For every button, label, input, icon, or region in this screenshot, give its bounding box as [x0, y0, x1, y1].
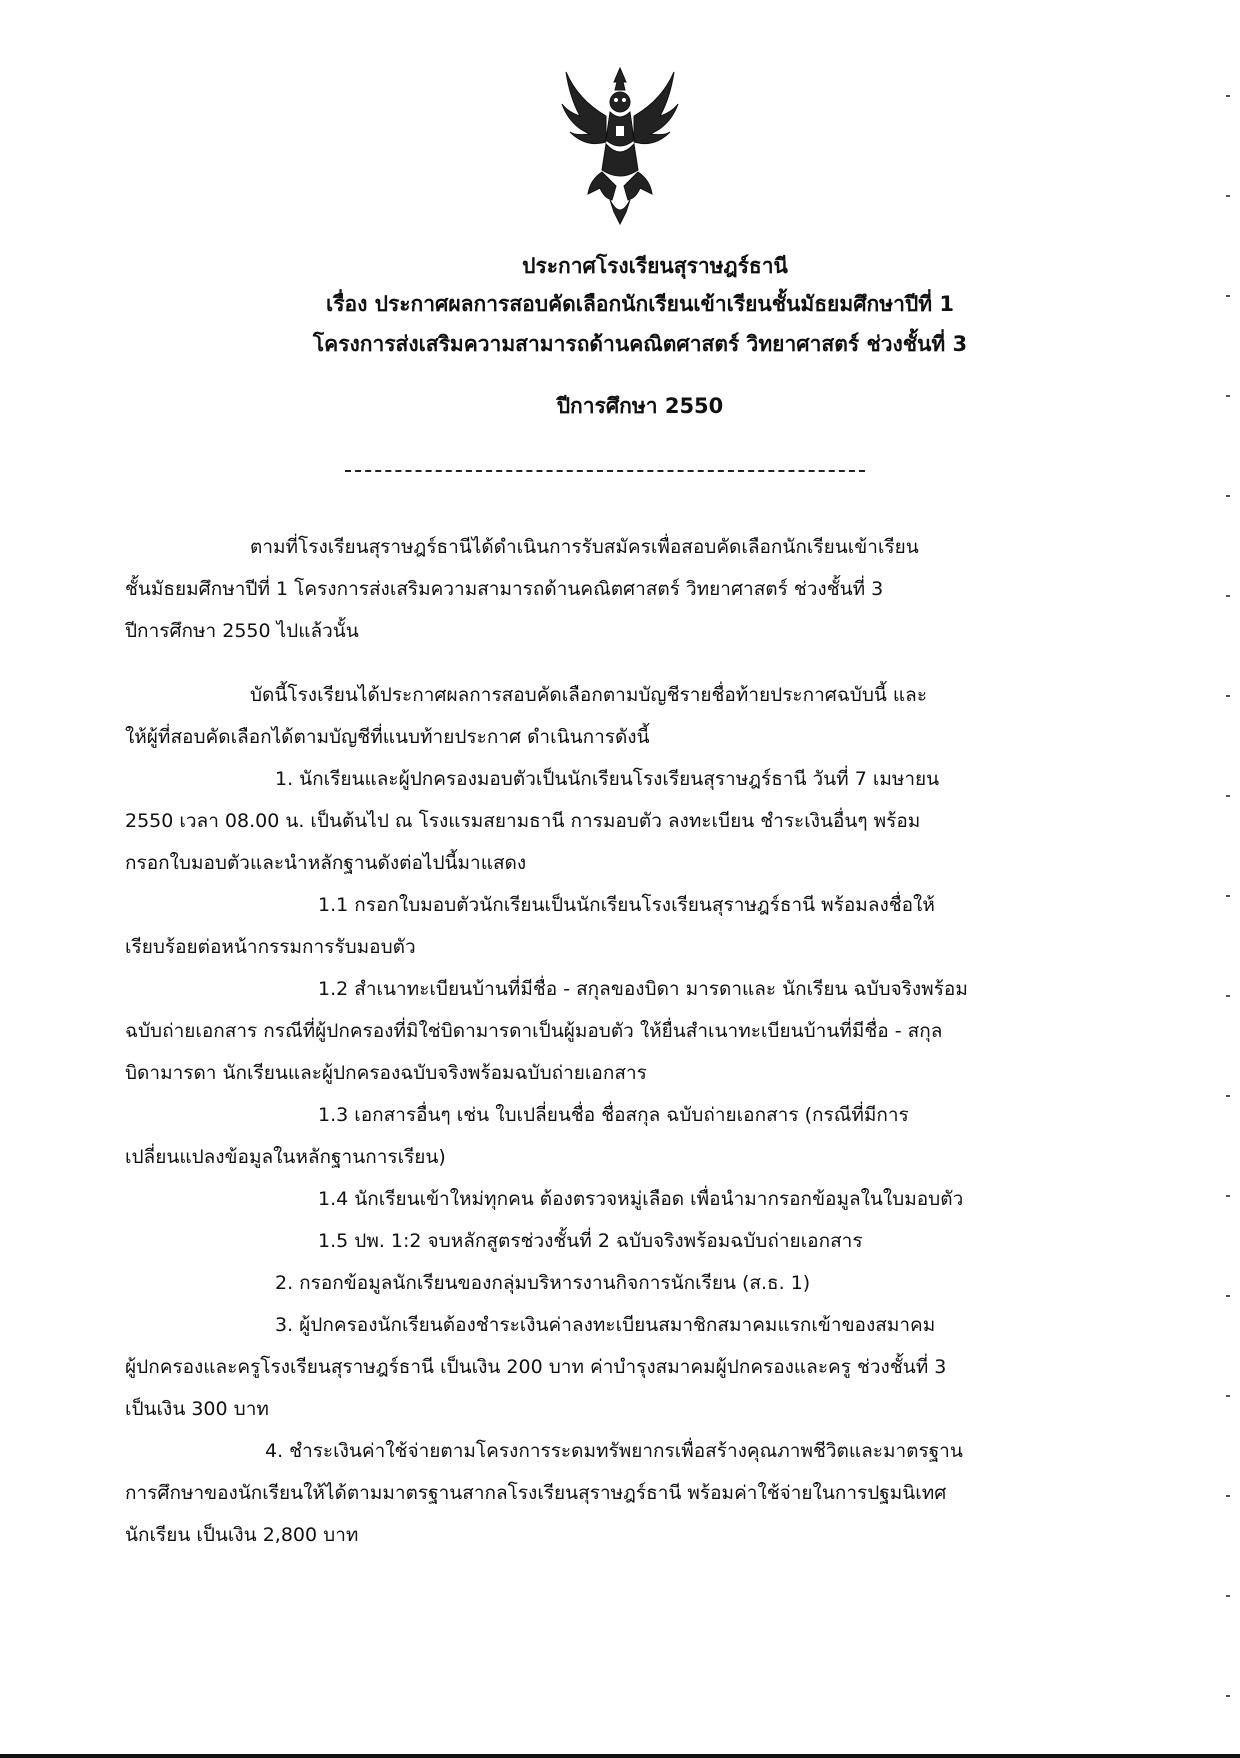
item-1-2-line: บิดามารดา นักเรียนและผู้ปกครองฉบับจริงพร้อมฉบับถ่ายเอกสาร: [125, 1062, 647, 1084]
announce-line: ให้ผู้ที่สอบคัดเลือกได้ตามบัญชีที่แนบท้ายประกาศ ดำเนินการดังนี้: [125, 726, 650, 748]
intro-line: ตามที่โรงเรียนสุราษฎร์ธานีได้ดำเนินการรับสมัครเพื่อสอบคัดเลือกนักเรียนเข้าเรียน: [250, 536, 919, 558]
scan-mark: [1226, 1595, 1230, 1597]
scan-bottom-border: [0, 1754, 1240, 1758]
announcement-subject: เรื่อง ประกาศผลการสอบคัดเลือกนักเรียนเข้าเรียนชั้นมัธยมศึกษาปีที่ 1: [326, 292, 954, 316]
item-1-2-line: 1.2 สำเนาทะเบียนบ้านที่มีชื่อ - สกุลของบิดา มารดาและ นักเรียน ฉบับจริงพร้อม: [318, 978, 968, 1000]
item-3-line: เป็นเงิน 300 บาท: [125, 1398, 269, 1420]
item-3-line: ผู้ปกครองและครูโรงเรียนสุราษฎร์ธานี เป็นเงิน 200 บาท ค่าบำรุงสมาคมผู้ปกครองและครู ช่วงชั้นที่ 3: [125, 1356, 947, 1378]
scan-mark: [1226, 895, 1230, 897]
item-4-line: การศึกษาของนักเรียนให้ได้ตามมาตรฐานสากลโรงเรียนสุราษฎร์ธานี พร้อมค่าใช้จ่ายในการปฐมนิเทศ: [125, 1482, 947, 1504]
intro-line: ชั้นมัธยมศึกษาปีที่ 1 โครงการส่งเสริมความสามารถด้านคณิตศาสตร์ วิทยาศาสตร์ ช่วงชั้นที่ 3: [125, 578, 884, 600]
announcement-title: ประกาศโรงเรียนสุราษฎร์ธานี: [522, 254, 788, 278]
scan-mark: [1226, 995, 1230, 997]
scan-mark: [1226, 1495, 1230, 1497]
scan-mark: [1226, 795, 1230, 797]
scan-mark: [1226, 1095, 1230, 1097]
announcement-program: โครงการส่งเสริมความสามารถด้านคณิตศาสตร์ วิทยาศาสตร์ ช่วงชั้นที่ 3: [312, 332, 968, 356]
scan-mark: [1226, 1195, 1230, 1197]
item-4-line: 4. ชำระเงินค่าใช้จ่ายตามโครงการระดมทรัพยากรเพื่อสร้างคุณภาพชีวิตและมาตรฐาน: [265, 1440, 963, 1462]
item-1-4-line: 1.4 นักเรียนเข้าใหม่ทุกคน ต้องตรวจหมู่เลือด เพื่อนำมากรอกข้อมูลในใบมอบตัว: [318, 1188, 964, 1210]
scan-mark: [1226, 1395, 1230, 1397]
announce-line: บัดนี้โรงเรียนได้ประกาศผลการสอบคัดเลือกตามบัญชีรายชื่อท้ายประกาศฉบับนี้ และ: [250, 684, 928, 706]
scan-mark: [1226, 695, 1230, 697]
item-4-line: นักเรียน เป็นเงิน 2,800 บาท: [125, 1524, 359, 1546]
item-1-3-line: เปลี่ยนแปลงข้อมูลในหลักฐานการเรียน): [125, 1146, 446, 1168]
item-2-line: 2. กรอกข้อมูลนักเรียนของกลุ่มบริหารงานกิจการนักเรียน (ส.ธ. 1): [275, 1272, 811, 1294]
item-1-2-line: ฉบับถ่ายเอกสาร กรณีที่ผู้ปกครองที่มิใช่บิดามารดาเป็นผู้มอบตัว ให้ยื่นสำเนาทะเบียนบ้านที่มีชื่อ - สกุล: [125, 1020, 943, 1042]
item-1-line: กรอกใบมอบตัวและนำหลักฐานดังต่อไปนี้มาแสดง: [125, 852, 527, 874]
scan-mark: [1226, 395, 1230, 397]
scan-mark: [1226, 1295, 1230, 1297]
scan-mark: [1226, 95, 1230, 97]
scan-mark: [1226, 595, 1230, 597]
scan-mark: [1226, 195, 1230, 197]
dashed-divider: [345, 470, 865, 472]
garuda-emblem-icon: [560, 60, 680, 230]
item-1-1-line: เรียบร้อยต่อหน้ากรรมการรับมอบตัว: [125, 936, 416, 958]
item-1-3-line: 1.3 เอกสารอื่นๆ เช่น ใบเปลี่ยนชื่อ ชื่อสกุล ฉบับถ่ายเอกสาร (กรณีที่มีการ: [318, 1104, 909, 1126]
item-1-line: 1. นักเรียนและผู้ปกครองมอบตัวเป็นนักเรียนโรงเรียนสุราษฎร์ธานี วันที่ 7 เมษายน: [275, 768, 940, 790]
item-1-1-line: 1.1 กรอกใบมอบตัวนักเรียนเป็นนักเรียนโรงเรียนสุราษฎร์ธานี พร้อมลงชื่อให้: [318, 894, 935, 916]
item-1-5-line: 1.5 ปพ. 1:2 จบหลักสูตรช่วงชั้นที่ 2 ฉบับจริงพร้อมฉบับถ่ายเอกสาร: [318, 1230, 863, 1252]
item-3-line: 3. ผู้ปกครองนักเรียนต้องชำระเงินค่าลงทะเบียนสมาชิกสมาคมแรกเข้าของสมาคม: [275, 1314, 936, 1336]
item-1-line: 2550 เวลา 08.00 น. เป็นต้นไป ณ โรงแรมสยามธานี การมอบตัว ลงทะเบียน ชำระเงินอื่นๆ พร้อม: [125, 810, 921, 832]
intro-line: ปีการศึกษา 2550 ไปแล้วนั้น: [125, 620, 359, 642]
scan-mark: [1226, 295, 1230, 297]
scan-mark: [1226, 1695, 1230, 1697]
scan-mark: [1226, 495, 1230, 497]
announcement-year: ปีการศึกษา 2550: [556, 394, 724, 418]
